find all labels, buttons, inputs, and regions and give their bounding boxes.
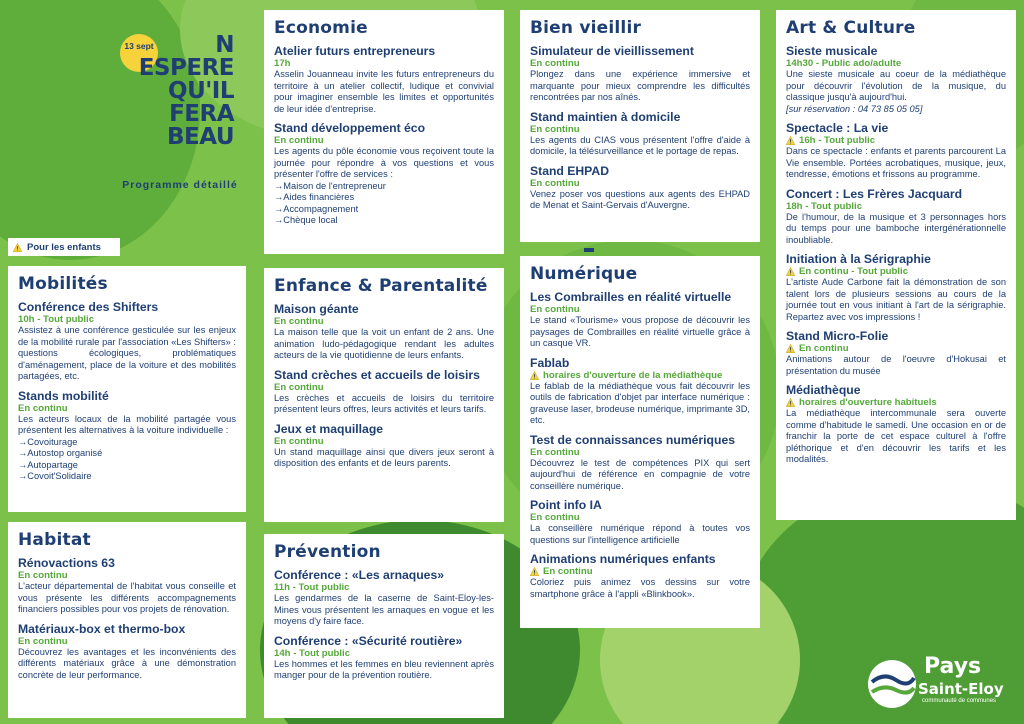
item-description: La conseillère numérique répond à toutes vos questions sur l'intelligence artificielle (530, 523, 750, 545)
item-description: L'acteur départemental de l'habitat vous conseille et vous présente les différents accompagnements financiers possibles pour vos projets de rénovation. (18, 581, 236, 614)
item-when: horaires d'ouverture habituels (799, 397, 937, 408)
item-when: En continu (799, 343, 849, 354)
item-description: Les crèches et accueils de loisirs du territoire présentent leurs offres, leurs activités et leurs tarifs. (274, 392, 494, 414)
item-description: Asselin Jouanneau invite les futurs entrepreneurs du territoire à un atelier collectif, ludique et convivial pour imaginer ensemble les limites et opportunités de leur idée d'entreprise. (274, 69, 494, 114)
program-item (18, 622, 236, 682)
program-item (274, 44, 494, 115)
item-name: Les Combrailles en réalité virtuelle (530, 290, 732, 304)
item-when: En continu - Tout public (799, 266, 909, 277)
section-title: Numérique (530, 264, 638, 284)
section-title: Habitat (18, 530, 91, 550)
item-description: Les agents du pôle économie vous reçoivent toute la journée pour répondre à vos questions et vous présenter l'offre de services : (274, 146, 494, 179)
item-name: Matériaux-box et thermo-box (18, 621, 186, 636)
item-schedule (274, 648, 494, 659)
item-list-entry: → Accompagnement (274, 204, 494, 216)
kids-warning-icon (786, 344, 795, 353)
item-name: Atelier futurs entrepreneurs (274, 44, 436, 58)
item-description: Une sieste musicale au coeur de la médiathèque pour découvrir l'évolution de la musique, du classique jusqu'à aujourd'hui. (786, 69, 1006, 102)
item-schedule (786, 266, 1006, 277)
logo-line1: Pays (924, 654, 982, 679)
item-schedule (530, 447, 750, 458)
panel-mobilites (8, 266, 246, 512)
item-description: Le stand «Tourisme» vous propose de découvrir les paysages de Combrailles en réalité virtuelle grâce à un casque VR. (530, 315, 750, 348)
item-description: La médiathèque intercommunale sera ouverte comme d'habitude le samedi. Une occasion en or de franchir la porte de cet espace culturel à l'offre pléthorique et d'en découvrir les tarifs et les modalités. (786, 408, 1006, 464)
item-list-entry: → Autopartage (18, 460, 236, 472)
item-description: Les acteurs locaux de la mobilité partagée vous présentent les alternatives à la voiture individuelle : (18, 413, 236, 435)
item-when: 10h - Tout public (18, 314, 95, 325)
item-when: En continu (274, 135, 324, 146)
item-name: Simulateur de vieillissement (530, 44, 694, 58)
item-schedule (786, 201, 1006, 212)
item-when: En continu (530, 58, 580, 69)
item-schedule (274, 316, 494, 327)
item-when: En continu (543, 566, 593, 577)
item-name: Maison géante (274, 302, 359, 316)
section-title: Economie (274, 18, 368, 38)
program-item (786, 44, 1006, 115)
logo-line3: communauté de communes (922, 698, 997, 704)
item-schedule (530, 512, 750, 523)
item-description: Venez poser vos questions aux agents des EHPAD de Menat et Saint-Gervais d'Auvergne. (530, 188, 750, 210)
item-name: Stand crèches et accueils de loisirs (274, 367, 480, 382)
kids-warning-icon (786, 398, 795, 407)
program-item (786, 383, 1006, 466)
item-when: 17h (274, 58, 291, 69)
item-when: En continu (18, 402, 68, 414)
item-when: En continu (18, 570, 68, 581)
item-schedule (530, 304, 750, 315)
kids-warning-icon (786, 136, 795, 145)
program-item (274, 422, 494, 470)
item-list (274, 181, 494, 227)
item-when: En continu (530, 446, 580, 458)
item-name: Stands mobilité (18, 388, 109, 403)
item-description: Dans ce spectacle : enfants et parents parcourent La Vie ensemble. Portées acrobatiques, musique, jeux, tendresse, émotions et frissons au programme. (786, 146, 1006, 179)
item-when: 14h - Tout public (274, 647, 351, 659)
panel-habitat (8, 522, 246, 718)
event-date: 13 sept (124, 41, 154, 51)
item-schedule (786, 58, 1006, 69)
item-name: Stand EHPAD (530, 163, 609, 178)
item-list-entry: → Maison de l'entrepreneur (274, 181, 494, 193)
section-title: Mobilités (18, 274, 108, 294)
event-title: N ESPERE QU'IL FERA BEAU (138, 32, 234, 150)
item-list-entry: → Autostop organisé (18, 448, 236, 460)
item-when: En continu (18, 635, 68, 647)
panel-enfance (264, 268, 504, 522)
reservation-note: [sur réservation : 04 73 85 05 05] (786, 103, 923, 114)
item-schedule (274, 382, 494, 393)
program-subtitle: Programme détaillé (122, 179, 238, 191)
separator-dash (584, 248, 594, 252)
item-description: La maison telle que la voit un enfant de 2 ans. Une animation ludo-pédagogique rendant les adultes acteurs de la vie quotidienne de leurs enfants. (274, 327, 494, 360)
program-item (530, 498, 750, 546)
item-name: Rénovactions 63 (18, 556, 115, 570)
item-name: Initiation à la Sérigraphie (786, 252, 931, 266)
item-when: En continu (274, 381, 324, 393)
item-list-entry: → Covoit'Solidaire (18, 471, 236, 483)
item-description: L'artiste Aude Carbone fait la démonstration de son talent lors de plusieurs sessions au cours de la journée tout en vous initiant à l'art de la sérigraphie. Repartez avec vos impressions ! (786, 277, 1006, 322)
item-name: Stand maintien à domicile (530, 109, 681, 124)
item-name: Fablab (530, 355, 570, 370)
item-schedule (786, 343, 1006, 354)
item-name: Conférence : «Sécurité routière» (274, 633, 463, 648)
item-schedule (274, 58, 494, 69)
section-title: Prévention (274, 542, 381, 562)
program-item (18, 300, 236, 383)
section-title: Art & Culture (786, 18, 916, 38)
program-item (530, 44, 750, 104)
item-description: Le fablab de la médiathèque vous fait découvrir les outils de fabrication d'objet par interface numérique : graveuse laser, brodeuse numérique, imprimante 3D, etc. (530, 380, 750, 425)
item-when: 16h - Tout public (799, 135, 876, 146)
item-schedule (530, 178, 750, 189)
program-item (786, 329, 1006, 377)
program-item (18, 556, 236, 616)
item-description: De l'humour, de la musique et 3 personnages hors du temps pour une bamboche intergénérationnelle inoubliable. (786, 211, 1006, 245)
item-name: Concert : Les Frères Jacquard (786, 186, 963, 201)
item-description: Assistez à une conférence gesticulée sur les enjeux de la mobilité rurale par l'association «Les Shifters» : questions écologiques, problématiques d'aménagement, place de la voiture et des mobilités partagées, etc. (18, 325, 236, 381)
item-schedule (786, 397, 1006, 408)
kids-warning-icon (530, 567, 539, 576)
item-name: Médiathèque (786, 383, 861, 397)
kids-warning-icon (786, 267, 795, 276)
panel-economie (264, 10, 504, 254)
item-description: Découvrez le test de compétences PIX qui sert aujourd'hui de référence en compagnie de votre conseillère numérique. (530, 457, 750, 491)
item-schedule (274, 436, 494, 447)
item-schedule (274, 135, 494, 146)
item-schedule (18, 636, 236, 647)
panel-numerique (520, 256, 760, 628)
item-description: Animations autour de l'oeuvre d'Hokusai et présentation du musée (786, 354, 1006, 376)
program-item (274, 302, 494, 362)
item-name: Stand Micro-Folie (786, 329, 889, 343)
program-item (530, 110, 750, 158)
item-list (18, 437, 236, 483)
program-item (530, 164, 750, 212)
item-list-entry: → Covoiturage (18, 437, 236, 449)
program-item (786, 187, 1006, 247)
item-description: Les agents du CIAS vous présentent l'offre d'aide à domicile, la télésurveillance et le portage de repas. (530, 134, 750, 156)
item-schedule (530, 58, 750, 69)
program-item (530, 356, 750, 427)
kids-warning-icon (13, 243, 22, 252)
item-list-entry: → Aides financières (274, 192, 494, 204)
item-when: En continu (530, 123, 580, 135)
panel-bien-vieillir (520, 10, 760, 242)
program-item (530, 290, 750, 350)
item-description: Coloriez puis animez vos dessins sur votre smartphone grâce à l'appli «Blinkbook». (530, 577, 750, 599)
logo-line2: Saint-Eloy (918, 680, 1004, 698)
item-name: Animations numériques enfants (530, 552, 716, 566)
item-schedule (530, 370, 750, 381)
item-name: Jeux et maquillage (274, 421, 384, 436)
item-schedule (18, 403, 236, 414)
item-name: Point info IA (530, 498, 602, 512)
item-description: Les hommes et les femmes en bleu reviennent après manger pour de la prévention routière. (274, 658, 494, 680)
item-schedule (786, 135, 1006, 146)
section-title: Enfance & Parentalité (274, 276, 488, 296)
logo-wave-icon (866, 658, 918, 710)
item-name: Conférence des Shifters (18, 300, 159, 314)
item-when: 18h - Tout public (786, 200, 863, 212)
panel-prevention (264, 534, 504, 718)
program-item (530, 433, 750, 493)
kids-warning-icon (530, 371, 539, 380)
program-item (786, 252, 1006, 323)
item-schedule (530, 124, 750, 135)
item-note (786, 104, 1006, 116)
kids-legend-label: Pour les enfants (27, 241, 101, 253)
program-item (274, 121, 494, 227)
pays-saint-eloy-logo (866, 654, 1016, 714)
item-name: Sieste musicale (786, 44, 878, 58)
item-name: Spectacle : La vie (786, 121, 889, 135)
program-item (274, 368, 494, 416)
item-when: En continu (530, 177, 580, 189)
program-item (274, 634, 494, 682)
item-when: En continu (274, 316, 324, 327)
item-name: Stand développement éco (274, 121, 426, 135)
item-schedule (530, 566, 750, 577)
program-item (274, 568, 494, 628)
item-description: Plongez dans une expérience immersive et marquante pour mieux comprendre les difficultés rencontrées par nos aînés. (530, 69, 750, 102)
item-when: 14h30 - Public ado/adulte (786, 58, 902, 69)
program-item (530, 552, 750, 600)
title-block (100, 14, 260, 234)
item-when: En continu (530, 304, 580, 315)
item-when: En continu (530, 512, 580, 523)
item-name: Conférence : «Les arnaques» (274, 568, 445, 582)
program-item (18, 389, 236, 483)
item-schedule (18, 314, 236, 325)
item-description: Un stand maquillage ainsi que divers jeux seront à disposition des enfants et de leurs parents. (274, 446, 494, 468)
item-when: horaires d'ouverture de la médiathèque (543, 369, 723, 381)
kids-legend (8, 238, 120, 256)
program-item (786, 121, 1006, 181)
item-description: Découvrez les avantages et les inconvénients des différents matériaux grâce à une démonstration concrète de leur performance. (18, 646, 236, 680)
panel-art-culture (776, 10, 1016, 520)
item-name: Test de connaissances numériques (530, 432, 736, 447)
section-title: Bien vieillir (530, 18, 642, 38)
item-list-entry: → Chèque local (274, 215, 494, 227)
item-schedule (18, 570, 236, 581)
item-schedule (274, 582, 494, 593)
item-description: Les gendarmes de la caserne de Saint-Eloy-les-Mines vous présentent les arnaques en vogue et les moyens d'y faire face. (274, 593, 494, 626)
item-when: 11h - Tout public (274, 582, 350, 593)
item-when: En continu (274, 435, 324, 447)
